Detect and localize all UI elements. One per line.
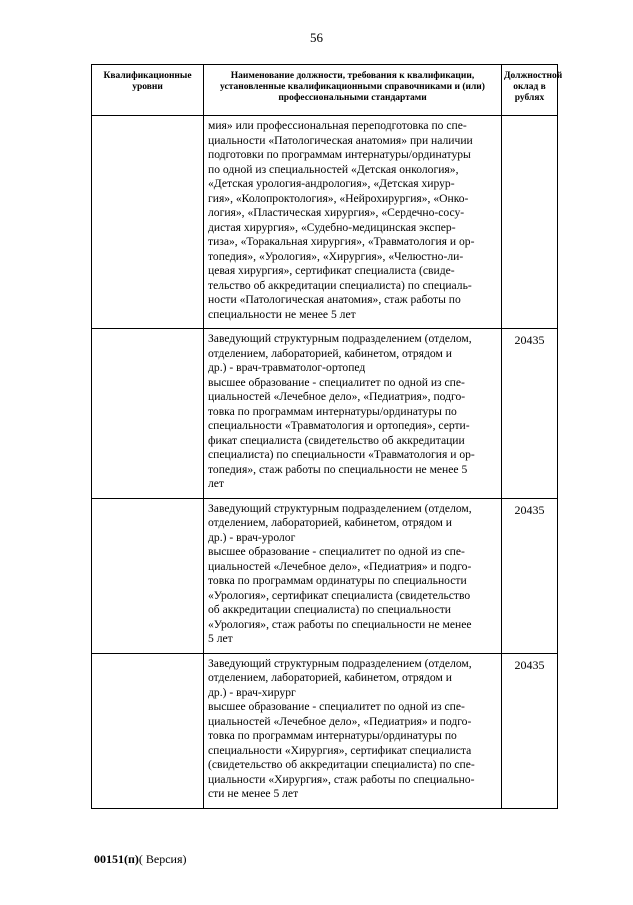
- qualification-level-cell: [92, 116, 204, 329]
- table-row: [92, 116, 558, 329]
- position-requirements-cell: [204, 116, 502, 329]
- salary-cell: 20435: [502, 653, 558, 808]
- salary-cell: 20435: [502, 498, 558, 653]
- text-line: об аккредитации специалиста) по специальности: [208, 603, 451, 616]
- text-line: 5 лет: [208, 632, 233, 645]
- text-line: циальностей «Лечебное дело», «Педиатрия», подго-: [208, 390, 466, 403]
- text-line: циальностей «Лечебное дело», «Педиатрия» и подго-: [208, 714, 472, 728]
- text-line: тиза», «Торакальная хирургия», «Травматология и ор-: [208, 235, 475, 248]
- header-position-requirements: Наименование должности, требования к квалификации, установленные квалификационными справочниками и (или) профессиональными стандартами: [204, 65, 502, 116]
- salary-cell: [502, 116, 558, 329]
- text-line: специалиста) по специальности «Травматология и ор-: [208, 448, 475, 461]
- header-qualification-levels: Квалификационные уровни: [92, 65, 204, 116]
- text-line: отделением, лабораторией, кабинетом, отрядом и: [208, 516, 452, 529]
- text-line: (свидетельство об аккредитации специалиста) по спе-: [208, 758, 475, 771]
- text-line: специальности «Травматология и ортопедия», серти-: [208, 419, 470, 432]
- text-line: ности «Патологическая анатомия», стаж работы по: [208, 293, 461, 306]
- text-line: специальности «Хирургия», сертификат специалиста: [208, 743, 472, 757]
- text-line: топедия», «Урология», «Хирургия», «Челюстно-ли-: [208, 249, 464, 263]
- text-line: по одной из специальностей «Детская онкология»,: [208, 162, 459, 176]
- text-line: др.) - врач-травматолог-ортопед: [208, 361, 366, 374]
- text-line: циальностей «Лечебное дело», «Педиатрия» и подго-: [208, 559, 472, 573]
- text-line: «Урология», сертификат специалиста (свидетельство: [208, 588, 471, 602]
- text-line: «Детская урология-андрология», «Детская хирур-: [208, 177, 455, 190]
- text-line: дистая хирургия», «Судебно-медицинская экспер-: [208, 220, 456, 234]
- table-row: [92, 498, 558, 653]
- qualification-table: [91, 64, 563, 809]
- text-line: тельство об аккредитации специалиста) по специаль-: [208, 278, 472, 292]
- text-line: логия», «Пластическая хирургия», «Сердечно-сосу-: [208, 206, 465, 219]
- text-line: цевая хирургия», сертификат специалиста (свиде-: [208, 264, 455, 277]
- position-requirements-cell: [204, 329, 502, 499]
- table-row: [92, 653, 558, 808]
- text-line: «Урология», стаж работы по специальности не менее: [208, 617, 472, 631]
- page-number: 56: [310, 30, 323, 45]
- text-line: др.) - врач-уролог: [208, 530, 296, 544]
- document-code: 00151(п): [94, 852, 139, 866]
- text-line: отделением, лабораторией, кабинетом, отрядом и: [208, 346, 452, 360]
- text-line: Заведующий структурным подразделением (отделом,: [208, 332, 472, 345]
- table-row: [92, 329, 558, 499]
- text-line: циальности «Патологическая анатомия» при наличии: [208, 133, 473, 147]
- text-line: товка по программам интернатуры/ординатуры по: [208, 404, 457, 418]
- text-line: циальности «Хирургия», стаж работы по специально-: [208, 772, 475, 786]
- text-line: гия», «Колопроктология», «Нейрохирургия», «Онко-: [208, 191, 469, 205]
- text-line: товка по программам ординатуры по специальности: [208, 574, 467, 587]
- salary-cell: 20435: [502, 329, 558, 499]
- text-line: сти не менее 5 лет: [208, 787, 299, 800]
- text-line: подготовки по программам интернатуры/ординатуры: [208, 148, 471, 161]
- text-line: высшее образование - специалитет по одной из спе-: [208, 545, 465, 558]
- text-line: лет: [208, 477, 224, 490]
- text-line: товка по программам интернатуры/ординатуры по: [208, 729, 457, 742]
- text-line: высшее образование - специалитет по одной из спе-: [208, 375, 465, 389]
- document-version: ( Версия): [138, 852, 187, 866]
- table-header-row: [92, 65, 558, 116]
- text-line: специальности не менее 5 лет: [208, 307, 356, 321]
- text-line: отделением, лабораторией, кабинетом, отрядом и: [208, 671, 452, 684]
- position-requirements-cell: [204, 498, 502, 653]
- text-line: мия» или профессиональная переподготовка по спе-: [208, 119, 467, 132]
- position-requirements-cell: [204, 653, 502, 808]
- header-salary: Должностной оклад в рублях: [502, 65, 558, 116]
- text-line: др.) - врач-хирург: [208, 685, 296, 699]
- document-footer: [94, 852, 187, 867]
- text-line: фикат специалиста (свидетельство об аккредитации: [208, 433, 465, 447]
- text-line: Заведующий структурным подразделением (отделом,: [208, 656, 472, 670]
- text-line: Заведующий структурным подразделением (отделом,: [208, 501, 472, 515]
- text-line: высшее образование - специалитет по одной из спе-: [208, 700, 465, 713]
- qualification-level-cell: [92, 329, 204, 499]
- qualification-level-cell: [92, 653, 204, 808]
- text-line: топедия», стаж работы по специальности не менее 5: [208, 462, 468, 476]
- qualification-level-cell: [92, 498, 204, 653]
